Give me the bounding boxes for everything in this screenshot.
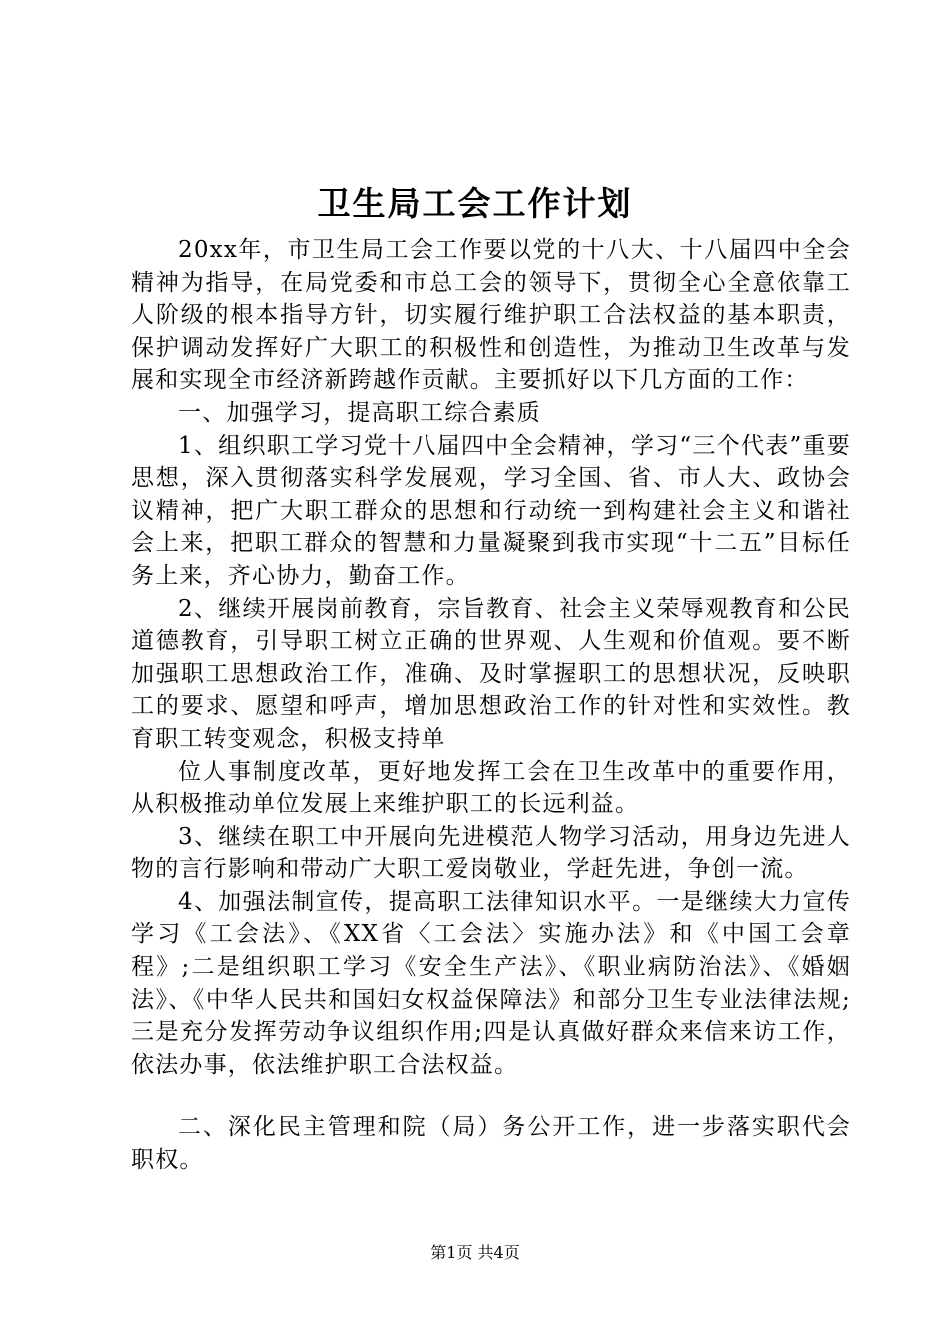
section-heading-2: 二、深化民主管理和院（局）务公开工作，进一步落实职代会职权。 (131, 1114, 851, 1174)
document-title: 卫生局工会工作计划 (317, 184, 633, 223)
paragraph-item-1: 1、组织职工学习党十八届四中全会精神，学习“三个代表”重要思想，深入贯彻落实科学发展观，学习全国、省、市人大、政协会议精神，把广大职工群众的思想和行动统一到构建社会主义和谐社会上来，把职工群众的智慧和力量凝聚到我市实现“十二五”目标任务上来，齐心协力，勤奋工作。 (131, 432, 851, 589)
document-body (131, 234, 851, 1177)
paragraph-item-4: 4、加强法制宣传，提高职工法律知识水平。一是继续大力宣传学习《工会法》、《XX省〈工会法〉实施办法》和《中国工会章程》;二是组织职工学习《安全生产法》、《职业病防治法》、《婚姻法》、《中华人民共和国妇女权益保障法》和部分卫生专业法律法规;三是充分发挥劳动争议组织作用;四是认真做好群众来信来访工作，依法办事，依法维护职工合法权益。 (131, 888, 851, 1078)
section-heading-1: 一、加强学习，提高职工综合素质 (178, 399, 541, 426)
paragraph-item-3: 3、继续在职工中开展向先进模范人物学习活动，用身边先进人物的言行影响和带动广大职工爱岗敬业，学赶先进，争创一流。 (131, 823, 851, 883)
paragraph-item-2: 2、继续开展岗前教育，宗旨教育、社会主义荣辱观教育和公民道德教育，引导职工树立正确的世界观、人生观和价值观。要不断加强职工思想政治工作，准确、及时掌握职工的思想状况，反映职工的要求、愿望和呼声，增加思想政治工作的针对性和实效性。教育职工转变观念，积极支持单 (131, 595, 851, 752)
page-number-footer: 第1页 共4页 (430, 1243, 520, 1262)
paragraph-item-2-continued: 位人事制度改革，更好地发挥工会在卫生改革中的重要作用，从积极推动单位发展上来维护职工的长远利益。 (131, 758, 851, 818)
paragraph-intro: 20xx年，市卫生局工会工作要以党的十八大、十八届四中全会精神为指导，在局党委和市总工会的领导下，贯彻全心全意依靠工人阶级的根本指导方针，切实履行维护职工合法权益的基本职责，保护调动发挥好广大职工的积极性和创造性，为推动卫生改革与发展和实现全市经济新跨越作贡献。主要抓好以下几方面的工作： (131, 237, 851, 394)
